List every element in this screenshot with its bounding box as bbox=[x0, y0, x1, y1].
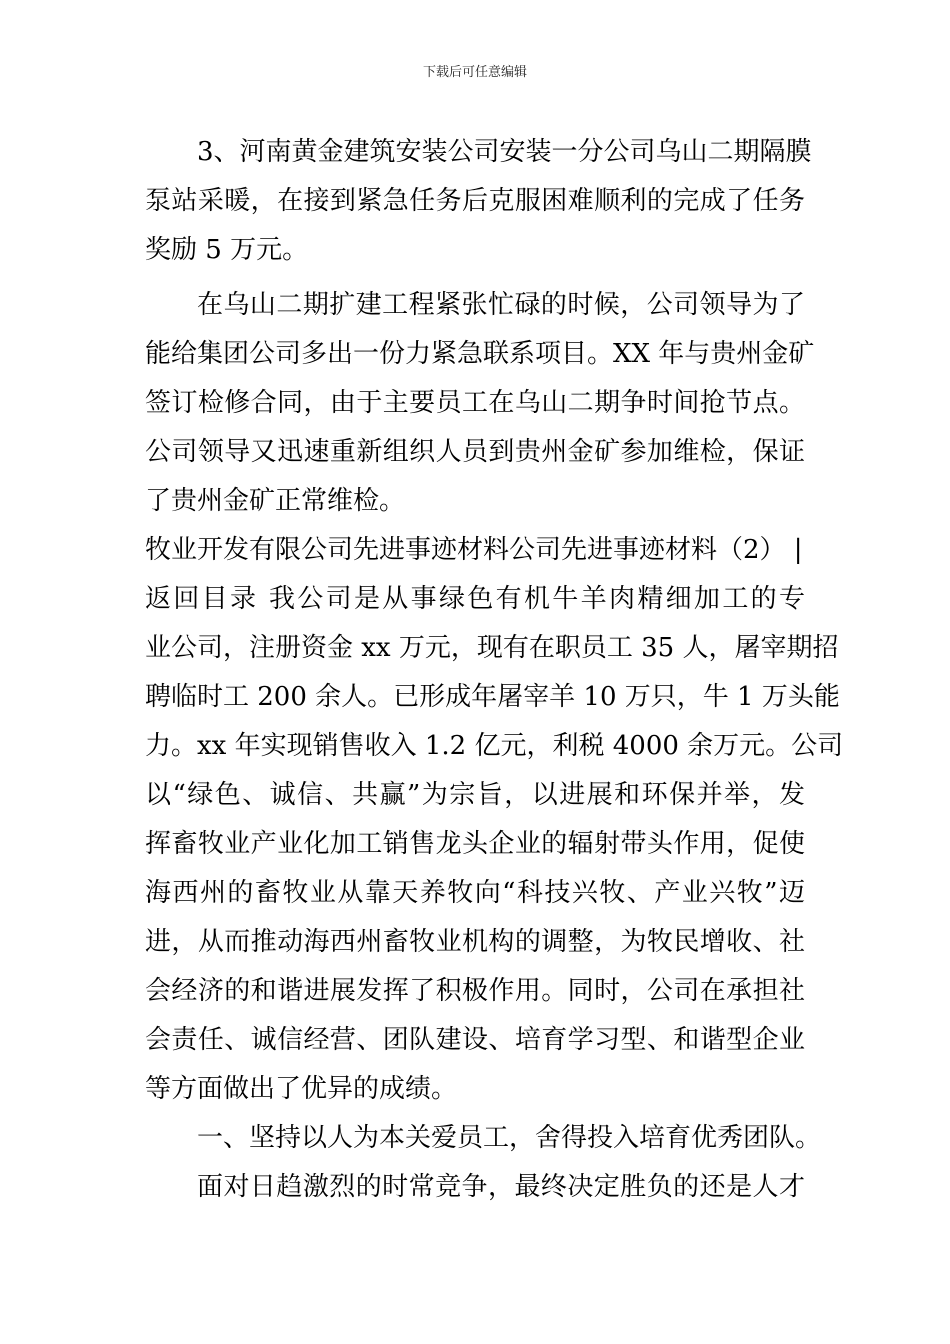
text-line: 泵站采暖，在接到紧急任务后克服困难顺利的完成了任务 bbox=[145, 186, 805, 216]
text-line: 返回目录 我公司是从事绿色有机牛羊肉精细加工的专 bbox=[145, 584, 805, 614]
text-line: 牧业开发有限公司先进事迹材料公司先进事迹材料（2） | bbox=[145, 535, 803, 565]
text-line: 了贵州金矿正常维检。 bbox=[145, 486, 406, 516]
text-line: 以“绿色、诚信、共赢”为宗旨，以进展和环保并举，发 bbox=[145, 780, 805, 810]
text-line: 等方面做出了优异的成绩。 bbox=[145, 1074, 458, 1104]
text-line: 面对日趋激烈的时常竞争，最终决定胜负的还是人才 bbox=[197, 1172, 805, 1202]
page-header bbox=[0, 64, 950, 82]
page-header-text: 下载后可任意编辑 bbox=[422, 65, 527, 80]
text-line: 公司领导又迅速重新组织人员到贵州金矿参加维检，保证 bbox=[145, 437, 805, 467]
text-line: 挥畜牧业产业化加工销售龙头企业的辐射带头作用，促使 bbox=[145, 829, 805, 859]
text-line: 在乌山二期扩建工程紧张忙碌的时候，公司领导为了 bbox=[197, 290, 805, 320]
text-line: 奖励 5 万元。 bbox=[145, 235, 309, 265]
text-line: 会经济的和谐进展发挥了积极作用。同时，公司在承担社 bbox=[145, 976, 805, 1006]
text-line: 一、坚持以人为本关爱员工，舍得投入培育优秀团队。 bbox=[197, 1123, 822, 1153]
text-line: 能给集团公司多出一份力紧急联系项目。XX 年与贵州金矿 bbox=[145, 339, 815, 369]
text-line: 海西州的畜牧业从靠天养牧向“科技兴牧、产业兴牧”迈 bbox=[145, 878, 805, 908]
text-line: 聘临时工 200 余人。已形成年屠宰羊 10 万只，牛 1 万头能 bbox=[145, 682, 840, 712]
text-line: 3、河南黄金建筑安装公司安装一分公司乌山二期隔膜 bbox=[197, 137, 812, 167]
text-line: 签订检修合同，由于主要员工在乌山二期争时间抢节点。 bbox=[145, 388, 805, 418]
document-body bbox=[145, 128, 844, 1212]
text-line: 力。xx 年实现销售收入 1.2 亿元，利税 4000 余万元。公司 bbox=[145, 731, 844, 761]
text-line: 进，从而推动海西州畜牧业机构的调整，为牧民增收、社 bbox=[145, 927, 805, 957]
text-line: 会责任、诚信经营、团队建设、培育学习型、和谐型企业 bbox=[145, 1025, 805, 1055]
text-line: 业公司，注册资金 xx 万元，现有在职员工 35 人，屠宰期招 bbox=[145, 633, 839, 663]
